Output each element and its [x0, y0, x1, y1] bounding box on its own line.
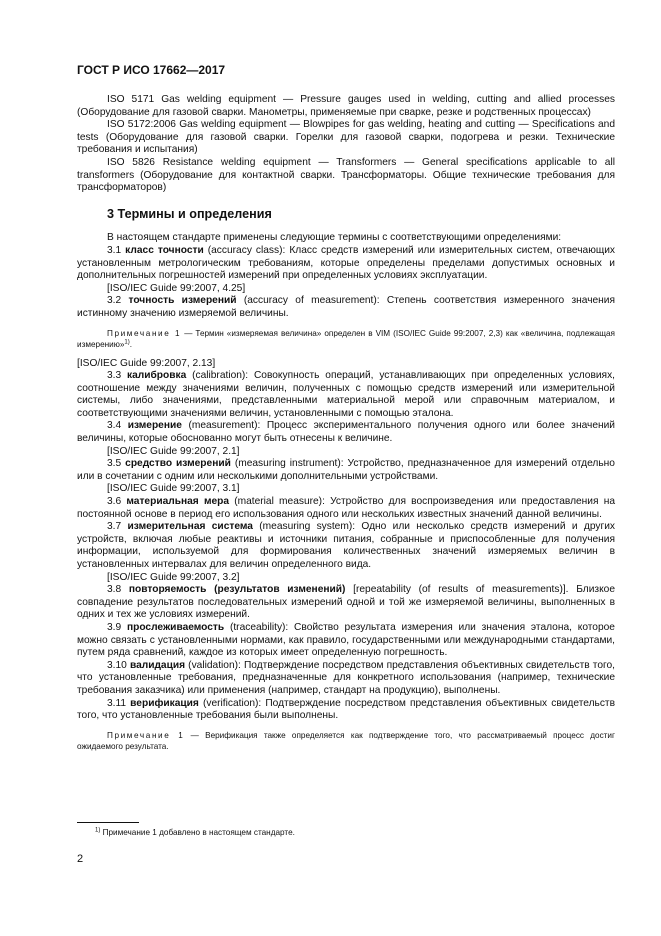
term-3-10 — [77, 660, 615, 698]
term-name: прослеживаемость — [126, 621, 225, 633]
source-reference: [ISO/IEC Guide 99:2007, 4.25] — [107, 282, 246, 294]
term-number: 3.5 — [107, 458, 122, 470]
term-number: 3.10 — [107, 659, 127, 671]
term-name: измерительная система — [127, 521, 253, 533]
term-definition: (measuring system): Одно или несколько средств измерений и других устройств, включая любые реактивы и источники питания, собранные и приспособленные для получения информации, используемой для формирования количественных значений измеряемых величин в установленных интервалах для величин определенного вида. — [77, 521, 615, 570]
footnote — [95, 828, 295, 837]
term-definition: (accuracy class): Класс средств измерений или измерительных систем, отвечающих установленным метрологическим требованиям, которые определены пределами допустимых основных и дополнительных погрешностей измерений при определенных условиях эксплуатации. — [77, 244, 615, 282]
page-number: 2 — [77, 853, 84, 865]
footnote-mark: 1) — [95, 827, 101, 834]
term-name: материальная мера — [126, 496, 230, 508]
term-name: верификация — [130, 697, 199, 709]
document-body — [77, 94, 615, 760]
note-text: — Верификация также определяется как подтверждение того, что рассматриваемый процесс достиг ожидаемого результата. — [77, 730, 615, 751]
term-number: 3.1 — [107, 244, 122, 256]
note-label: Примечание 1 — [107, 730, 185, 740]
term-name: повторяемость (результатов изменений) — [128, 584, 346, 596]
term-name: калибровка — [127, 370, 187, 382]
term-definition: (validation): Подтверждение посредством представления объективных свидетельств того, что установленные требования, предназначенные для конкретного использования (например, технические требования заказчика) или применения (например, стандарт на продукцию), выполнены. — [77, 659, 615, 696]
section-heading: 3 Термины и определения — [107, 206, 272, 221]
term-name: измерение — [127, 420, 182, 432]
term-3-3 — [77, 370, 615, 420]
term-3-1 — [77, 245, 615, 283]
term-name: средство измерений — [125, 458, 231, 470]
section-intro: В настоящем стандарте применены следующие термины с соответствующими определениями: — [107, 232, 562, 244]
term-3-2 — [77, 295, 615, 320]
term-definition: (measurement): Процесс экспериментального получения одного или более значений величины, которые обоснованно могут быть отнесены к величине. — [77, 420, 615, 445]
term-3-6 — [77, 496, 615, 521]
document-header: ГОСТ Р ИСО 17662—2017 — [77, 63, 226, 77]
source-reference: [ISO/IEC Guide 99:2007, 3.2] — [107, 571, 240, 583]
normative-reference: ISO 5171 Gas welding equipment — Pressure gauges used in welding, cutting and allied processes (Оборудование для газовой сварки. Манометры, применяемые при сварке, резке и родственных процессах) — [77, 94, 615, 118]
term-definition: (accuracy of measurement): Степень соответствия измеренного значения истинному значению измеряемой величины. — [77, 295, 615, 319]
note-text: — Термин «измеряемая величина» определен в VIM (ISO/IEC Guide 99:2007, 2,3) как «величина, подлежащая измерению» — [77, 328, 615, 349]
footnote-separator — [77, 822, 139, 823]
term-name: валидация — [129, 659, 186, 671]
term-3-11 — [77, 698, 615, 723]
source-reference: [ISO/IEC Guide 99:2007, 3.1] — [107, 483, 240, 495]
term-definition: [repeatability (of results of measurements)]. Близкое совпадение результатов последовательных измерений одной и той же измеряемой величины, выполненных в одних и тех же условиях измерений. — [77, 584, 615, 621]
term-definition: (material measure): Устройство для воспроизведения или предоставления на постоянной основе в период его использования одного или нескольких известных значений данной величины. — [77, 496, 615, 520]
term-3-7 — [77, 521, 615, 571]
term-3-5 — [77, 458, 615, 483]
term-definition: (measuring instrument): Устройство, предназначенное для измерений отдельно или в сочетании с одним или несколькими дополнительными устройствами. — [77, 458, 615, 482]
term-3-8 — [77, 584, 615, 622]
term-number: 3.7 — [107, 521, 122, 533]
term-3-4 — [77, 420, 615, 445]
term-definition: (calibration): Совокупность операций, устанавливающих при определенных условиях, соотношение между значениями величин, полученных с помощью средств измерений или измерительной системы, либо значениями, представленными материальной мерой или справочным материалом, и соответствующими значениями величин, установленными с помощью эталона. — [77, 370, 615, 419]
term-note — [77, 730, 615, 752]
footnote-text: Примечание 1 добавлено в настоящем стандарте. — [100, 828, 295, 837]
normative-reference: ISO 5826 Resistance welding equipment — Transformers — General specifications applicable to all transformers (Оборудование для контактной сварки. Трансформаторы. Общие технические требования для трансформаторов) — [77, 156, 615, 194]
term-number: 3.9 — [107, 621, 122, 633]
normative-reference: ISO 5172:2006 Gas welding equipment — Blowpipes for gas welding, heating and cutting — Specifications and tests (Оборудование для газовой сварки. Горелки для газовой сварки, подогрева и резки. Технические требования и испытания) — [77, 119, 615, 156]
term-definition: (verification): Подтверждение посредством представления объективных свидетельств того, что установленные требования были выполнены. — [77, 697, 615, 722]
term-number: 3.3 — [107, 370, 122, 382]
term-3-9 — [77, 622, 615, 660]
source-reference: [ISO/IEC Guide 99:2007, 2.1] — [107, 445, 240, 457]
term-name: класс точности — [125, 244, 204, 256]
term-number: 3.2 — [107, 295, 122, 307]
footnote-marker: 1) — [124, 338, 130, 345]
term-definition: (traceability): Свойство результата измерения или значения эталона, которое можно связать с установленными нормами, как правило, государственными или международными стандартами, путем ряда сравнений, каждое из которых имеет определенную погрешность. — [77, 621, 615, 659]
note-label: Примечание 1 — [107, 328, 182, 338]
term-number: 3.4 — [107, 420, 122, 432]
term-number: 3.11 — [107, 697, 127, 709]
source-reference: [ISO/IEC Guide 99:2007, 2.13] — [77, 357, 216, 369]
term-note: Примечание 1 — Термин «измеряемая величина» определен в VIM (ISO/IEC Guide 99:2007, 2,3) как «величина, подлежащая измерению»$^{1)}$. — [77, 328, 615, 349]
term-name: точность измерений — [128, 295, 237, 307]
term-number: 3.8 — [107, 584, 122, 596]
term-number: 3.6 — [107, 496, 122, 508]
